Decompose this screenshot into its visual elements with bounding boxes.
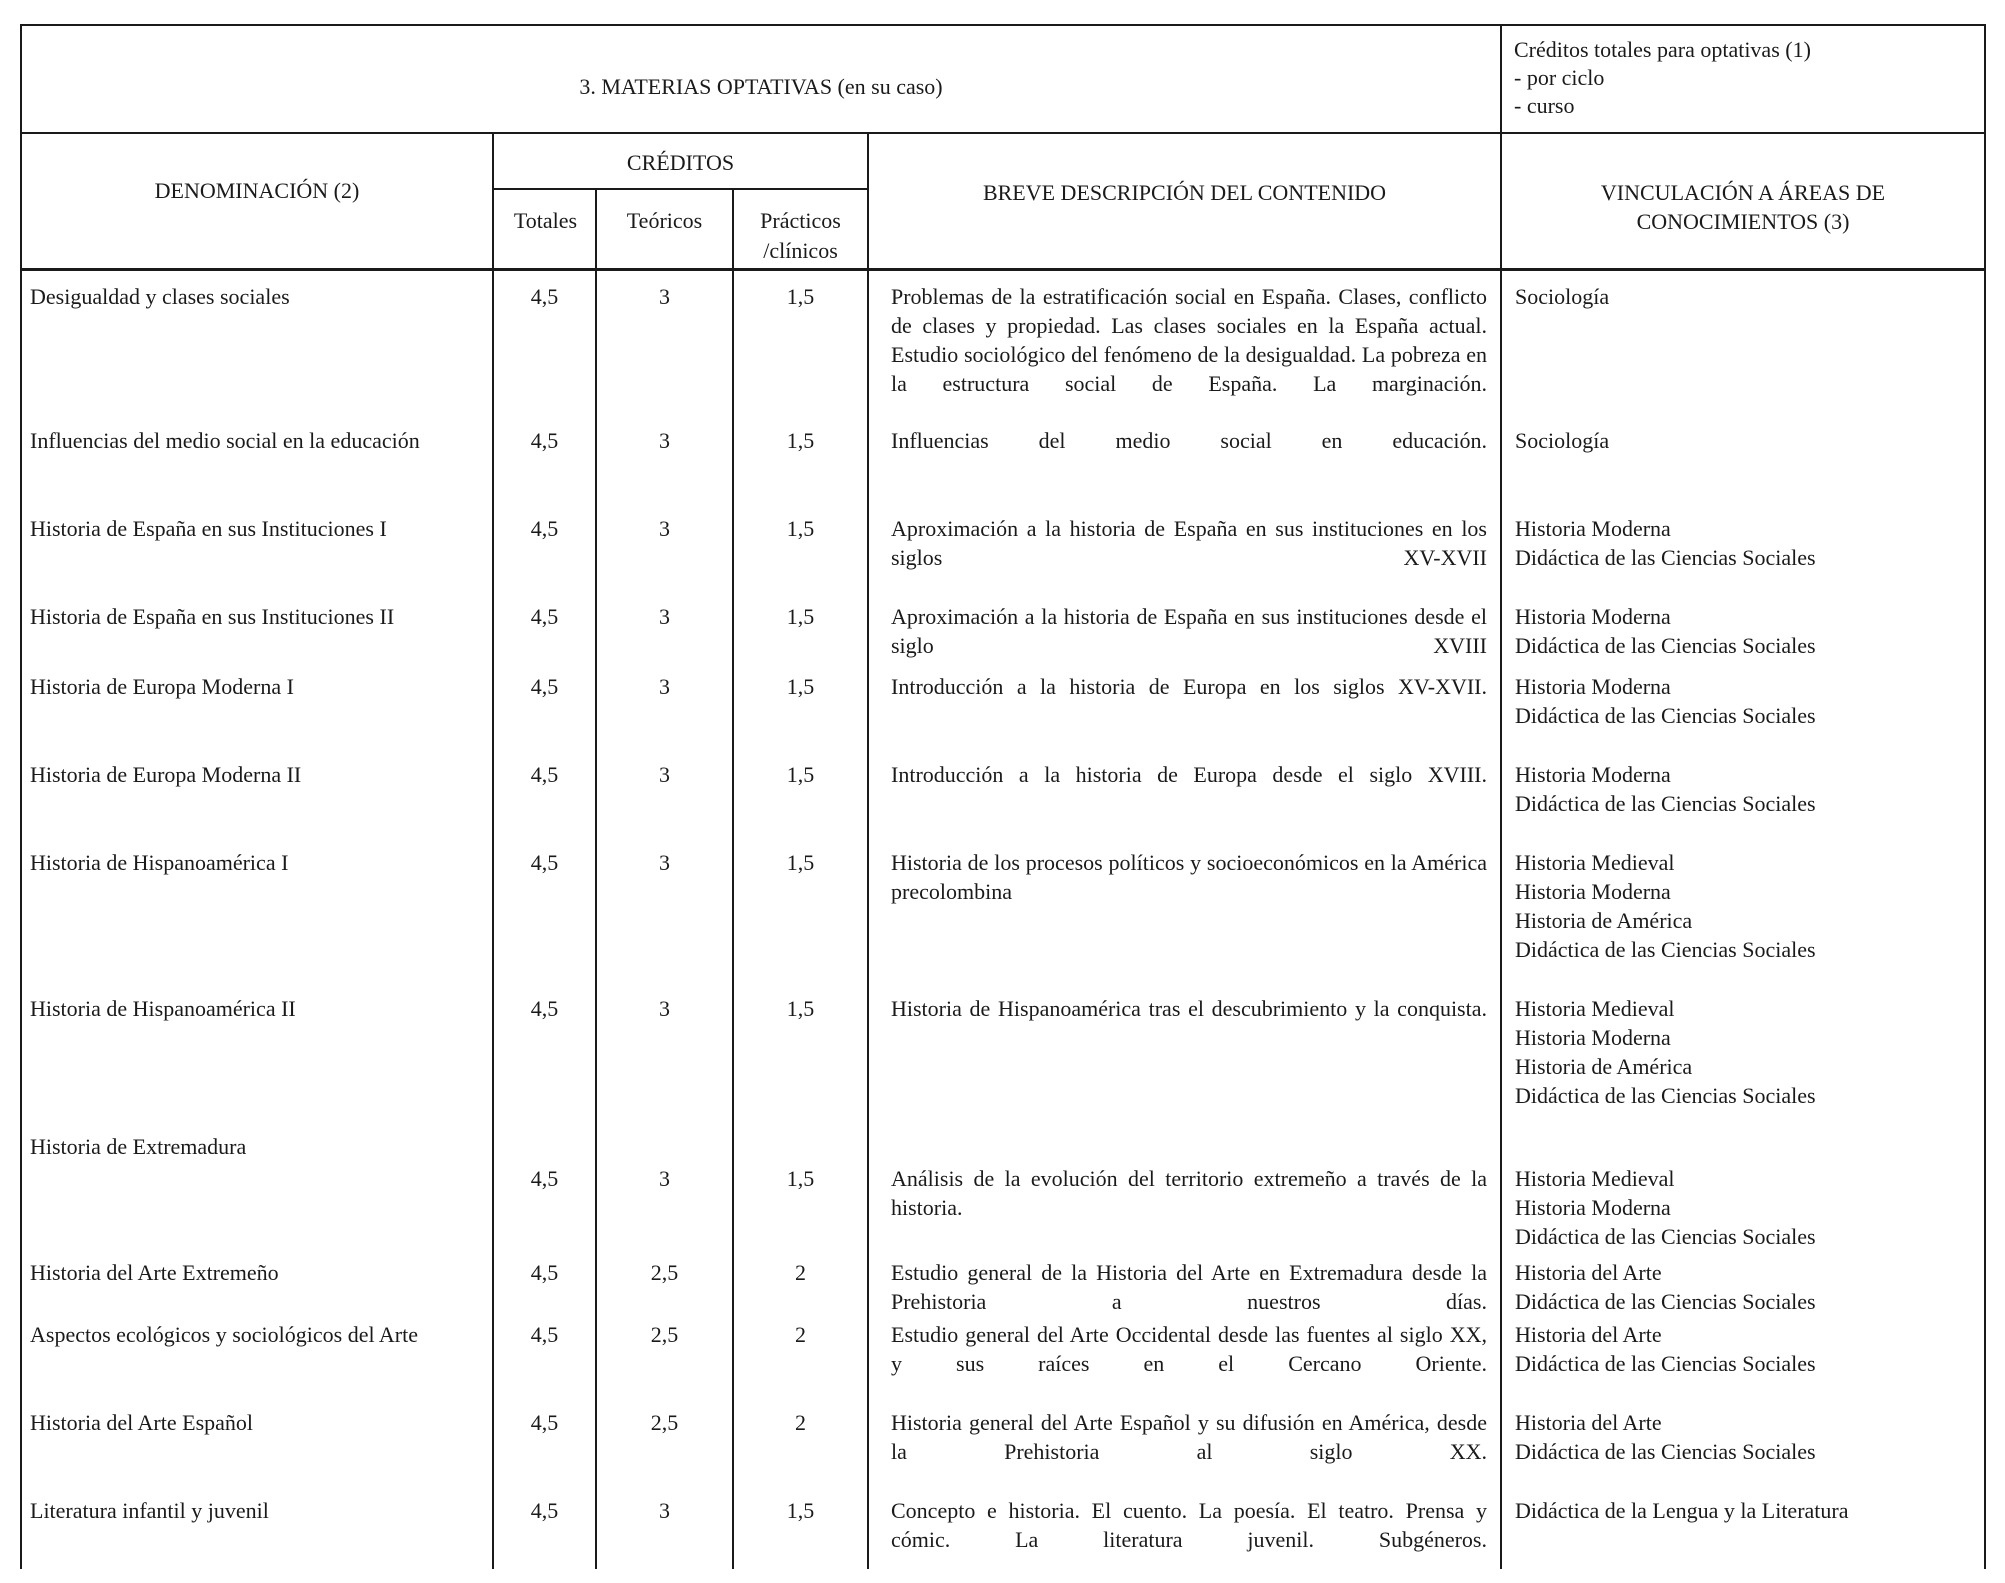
row-areas [1515,282,1980,311]
col-denominacion: DENOMINACIÓN (2) [154,178,360,203]
row-totales: 4,5 [530,604,559,629]
area-item: Sociología [1515,284,1610,309]
row-areas [1515,426,1980,455]
row-practicos: 2 [795,1410,806,1435]
col-practicos-line1: Prácticos [760,208,841,233]
area-item: Historia Moderna [1515,1195,1671,1220]
creditos-subheader-separator [492,188,869,190]
row-areas [1515,1496,1980,1525]
optional-credits-info [1514,36,1974,120]
area-item: Historia Moderna [1515,762,1671,787]
row-name: Literatura infantil y juvenil [30,1498,269,1523]
row-description: Influencias del medio social en educación. [891,428,1487,453]
row-totales: 4,5 [530,996,559,1021]
row-teoricos: 2,5 [650,1410,679,1435]
row-teoricos: 3 [659,674,670,699]
row-areas [1515,672,1980,730]
area-item: Historia Medieval [1515,996,1675,1021]
row-teoricos: 3 [659,850,670,875]
area-item: Didáctica de las Ciencias Sociales [1515,1224,1816,1249]
row-areas [1515,1164,1980,1251]
row-teoricos: 3 [659,1498,670,1523]
per-cycle-label: - por ciclo [1514,65,1605,90]
table-right-border [1984,24,1986,1569]
area-item: Didáctica de la Lengua y la Literatura [1515,1498,1849,1523]
curriculum-table [20,24,1986,1569]
row-areas [1515,1408,1980,1466]
col-teoricos: Teóricos [626,208,703,233]
col-vinculacion [1502,178,1984,236]
area-item: Didáctica de las Ciencias Sociales [1515,937,1816,962]
row-teoricos: 3 [659,284,670,309]
row-description: Aproximación a la historia de España en sus instituciones desde el siglo XVIII [891,604,1487,658]
area-item: Didáctica de las Ciencias Sociales [1515,1351,1816,1376]
row-practicos: 2 [795,1322,806,1347]
row-practicos: 1,5 [786,1166,815,1191]
area-item: Historia Moderna [1515,1025,1671,1050]
row-totales: 4,5 [530,1322,559,1347]
row-description: Historia de los procesos políticos y socioeconómicos en la América precolombina [891,850,1487,904]
row-description: Problemas de la estratificación social en España. Clases, conflicto de clases y propiedad. Las clases sociales en la España actual. Estudio sociológico del fenómeno de la desigualdad. La pobreza en la estructura social de España. La marginación. [891,284,1487,396]
area-item: Didáctica de las Ciencias Sociales [1515,703,1816,728]
row-teoricos: 3 [659,1166,670,1191]
row-practicos: 2 [795,1260,806,1285]
col-vinculacion-line2: CONOCIMIENTOS (3) [1636,209,1850,234]
row-name: Historia del Arte Extremeño [30,1260,279,1285]
row-totales: 4,5 [530,428,559,453]
row-areas [1515,1258,1980,1316]
row-teoricos: 3 [659,604,670,629]
row-totales: 4,5 [530,1166,559,1191]
area-item: Historia Medieval [1515,850,1675,875]
area-item: Didáctica de las Ciencias Sociales [1515,1083,1816,1108]
row-name: Historia de Hispanoamérica I [30,850,289,875]
row-name: Historia de España en sus Instituciones II [30,604,395,629]
row-teoricos: 3 [659,516,670,541]
col-practicos [734,206,867,266]
row-teoricos: 3 [659,428,670,453]
row-practicos: 1,5 [786,674,815,699]
row-description: Concepto e historia. El cuento. La poesía. El teatro. Prensa y cómic. La literatura juvenil. Subgéneros. [891,1498,1487,1552]
row-practicos: 1,5 [786,428,815,453]
row-teoricos: 3 [659,762,670,787]
row-areas [1515,760,1980,818]
row-teoricos: 2,5 [650,1322,679,1347]
row-description: Historia de Hispanoamérica tras el descubrimiento y la conquista. [891,996,1487,1021]
row-totales: 4,5 [530,762,559,787]
row-practicos: 1,5 [786,516,815,541]
row-practicos: 1,5 [786,604,815,629]
area-item: Historia Medieval [1515,1166,1675,1191]
row-totales: 4,5 [530,1498,559,1523]
row-description: Introducción a la historia de Europa desde el siglo XVIII. [891,762,1487,787]
row-areas [1515,994,1980,1110]
row-totales: 4,5 [530,284,559,309]
area-item: Sociología [1515,428,1610,453]
area-item: Historia del Arte [1515,1260,1662,1285]
table-left-border [20,24,22,1569]
row-areas [1515,514,1980,572]
row-areas [1515,1320,1980,1378]
row-name: Historia de Europa Moderna I [30,674,294,699]
row-name: Historia de España en sus Instituciones I [30,516,387,541]
column-header-separator [20,268,1986,271]
area-item: Didáctica de las Ciencias Sociales [1515,1439,1816,1464]
per-course-label: - curso [1514,93,1575,118]
col-creditos: CRÉDITOS [626,150,735,175]
row-totales: 4,5 [530,850,559,875]
row-totales: 4,5 [530,1260,559,1285]
area-item: Historia del Arte [1515,1410,1662,1435]
row-totales: 4,5 [530,516,559,541]
col-practicos-line2: /clínicos [763,238,838,263]
row-totales: 4,5 [530,674,559,699]
row-description: Historia general del Arte Español y su difusión en América, desde la Prehistoria al siglo XX. [891,1410,1487,1464]
area-item: Historia Moderna [1515,516,1671,541]
creditos-column-border [867,132,869,1569]
section-title: 3. MATERIAS OPTATIVAS (en su caso) [579,74,943,99]
row-practicos: 1,5 [786,850,815,875]
totales-column-border [595,188,597,1569]
row-practicos: 1,5 [786,1498,815,1523]
row-areas [1515,602,1980,660]
row-name: Historia de Hispanoamérica II [30,996,296,1021]
area-item: Didáctica de las Ciencias Sociales [1515,791,1816,816]
row-name: Aspectos ecológicos y sociológicos del Arte [30,1322,418,1347]
row-name: Historia de Europa Moderna II [30,762,302,787]
row-name: Influencias del medio social en la educación [30,428,420,453]
area-item: Historia Moderna [1515,879,1671,904]
area-item: Historia de América [1515,1054,1693,1079]
row-name: Desigualdad y clases sociales [30,284,290,309]
area-item: Didáctica de las Ciencias Sociales [1515,633,1816,658]
row-description: Aproximación a la historia de España en sus instituciones en los siglos XV-XVII [891,516,1487,570]
area-item: Historia Moderna [1515,674,1671,699]
row-description: Análisis de la evolución del territorio extremeño a través de la historia. [891,1166,1487,1220]
area-item: Historia Moderna [1515,604,1671,629]
table-top-border [20,24,1986,26]
area-item: Historia del Arte [1515,1322,1662,1347]
areas-column-border [1500,24,1502,1569]
row-totales: 4,5 [530,1410,559,1435]
teoricos-column-border [732,188,734,1569]
area-item: Didáctica de las Ciencias Sociales [1515,1289,1816,1314]
area-item: Didáctica de las Ciencias Sociales [1515,545,1816,570]
row-practicos: 1,5 [786,762,815,787]
header-separator [20,132,1986,134]
row-description: Estudio general de la Historia del Arte en Extremadura desde la Prehistoria a nuestros días. [891,1260,1487,1314]
area-item: Historia de América [1515,908,1693,933]
row-name: Historia de Extremadura [30,1134,247,1159]
row-teoricos: 3 [659,996,670,1021]
col-totales: Totales [513,208,578,233]
row-name: Historia del Arte Español [30,1410,254,1435]
row-areas [1515,848,1980,964]
row-teoricos: 2,5 [650,1260,679,1285]
col-vinculacion-line1: VINCULACIÓN A ÁREAS DE [1600,180,1886,205]
row-practicos: 1,5 [786,996,815,1021]
row-practicos: 1,5 [786,284,815,309]
row-description: Estudio general del Arte Occidental desde las fuentes al siglo XX, y sus raíces en el Cercano Oriente. [891,1322,1487,1376]
col-descripcion: BREVE DESCRIPCIÓN DEL CONTENIDO [982,180,1387,205]
row-description: Introducción a la historia de Europa en los siglos XV-XVII. [891,674,1487,699]
optional-credits-label: Créditos totales para optativas (1) [1514,37,1811,62]
